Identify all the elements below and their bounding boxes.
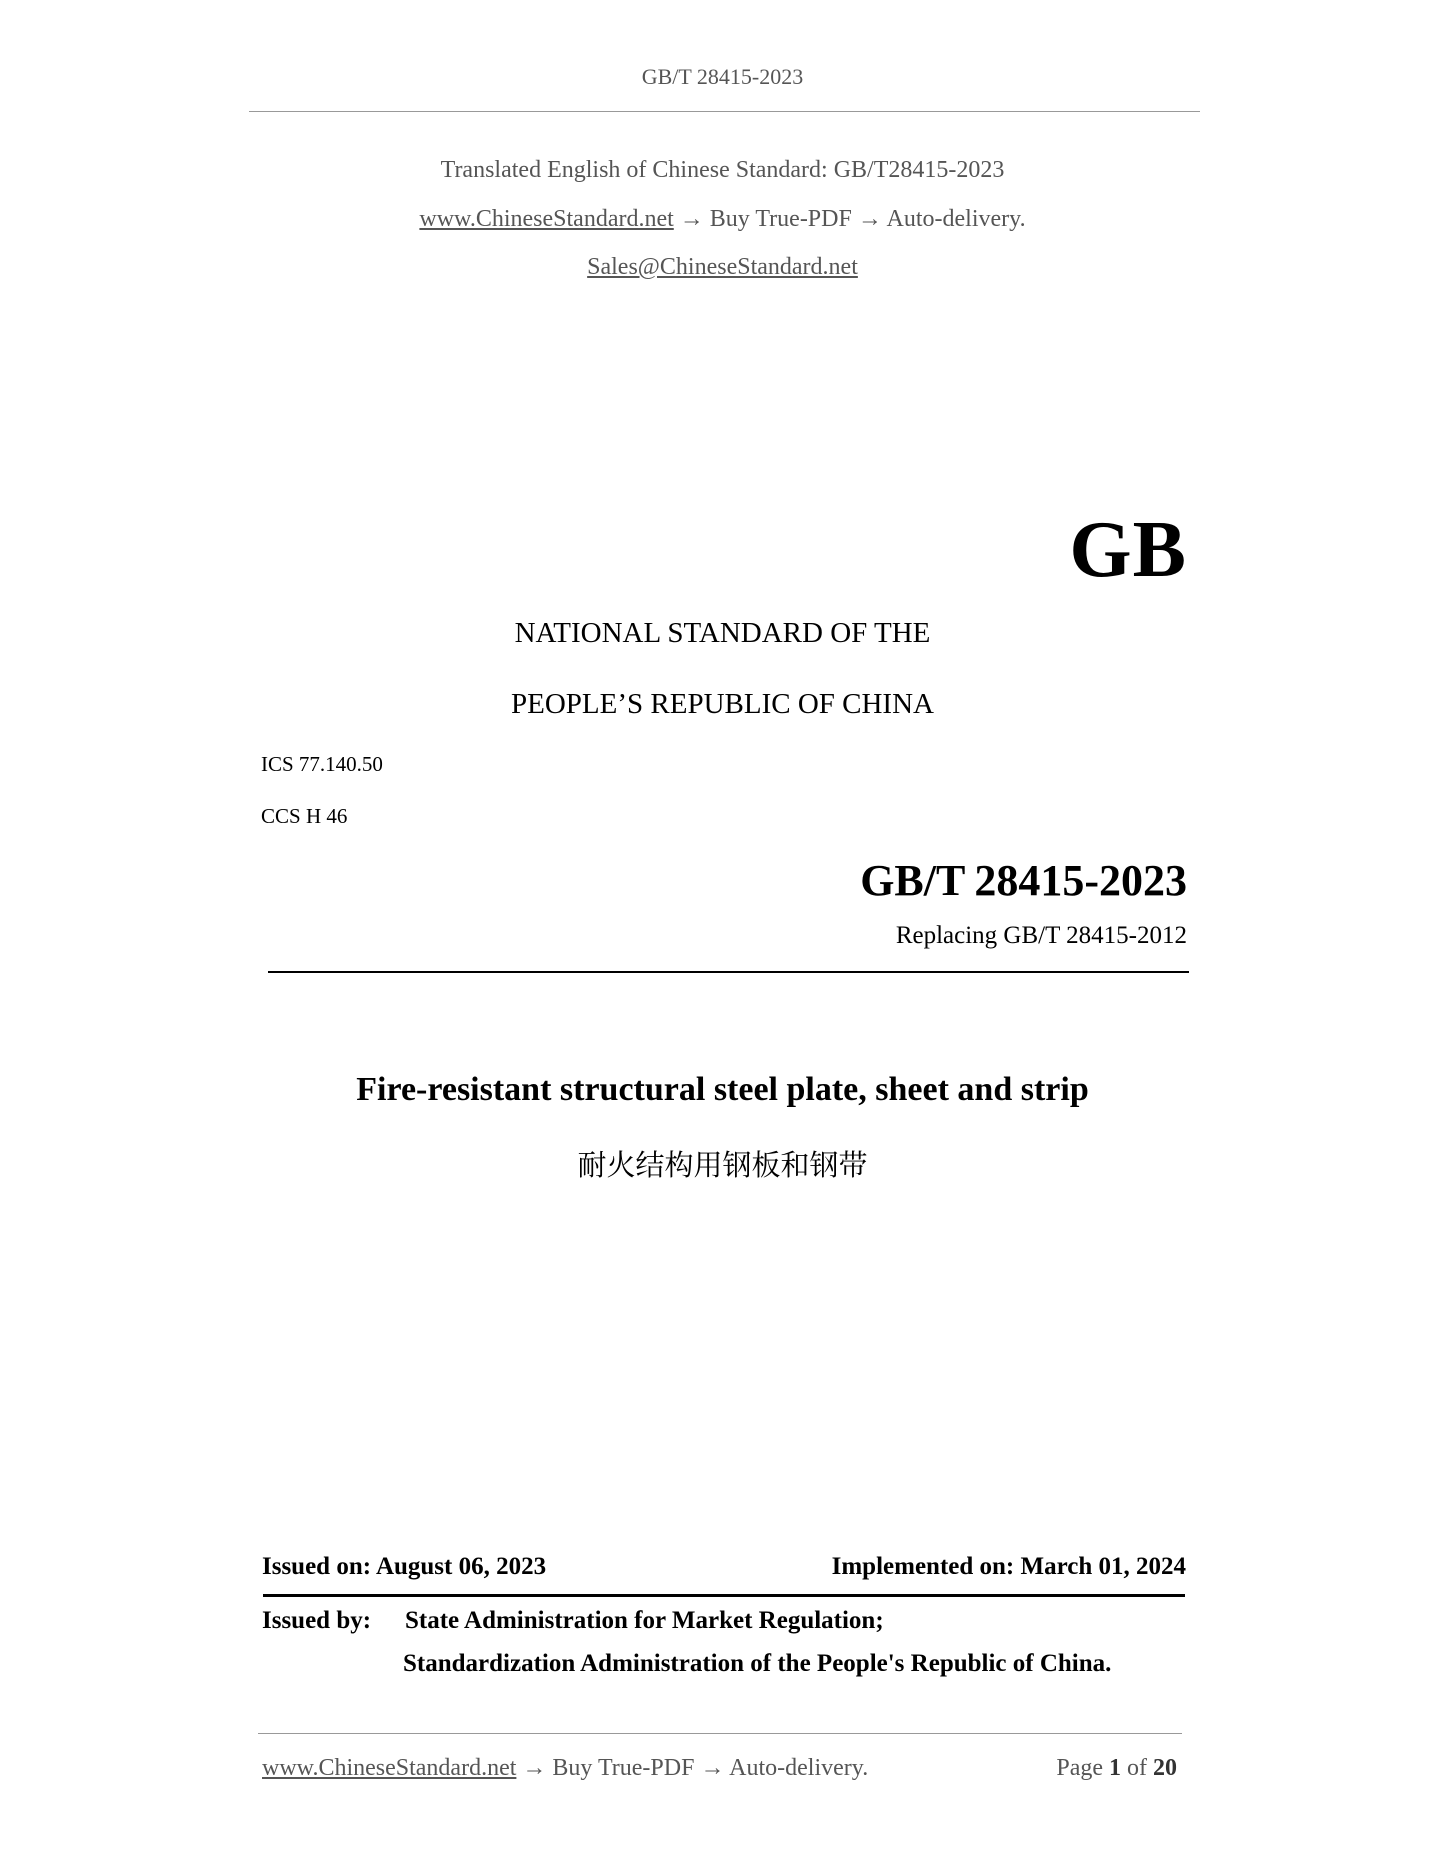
standard-number xyxy=(860,855,1187,906)
page-label: Page xyxy=(1056,1755,1103,1781)
promo-translated-line: Translated English of Chinese Standard: GB/T28415-2023 xyxy=(440,157,1005,183)
ccs-code: CCS H 46 xyxy=(261,804,348,828)
footer-divider xyxy=(258,1733,1182,1734)
promo-email-line xyxy=(0,254,1445,281)
arrow-right-icon: → xyxy=(679,206,704,232)
implemented-on-date: Implemented on: March 01, 2024 xyxy=(831,1553,1186,1580)
title-english: Fire-resistant structural steel plate, sheet and strip xyxy=(356,1071,1089,1108)
arrow-right-icon: → xyxy=(522,1755,547,1781)
arrow-right-icon: → xyxy=(857,206,882,232)
issue-divider xyxy=(263,1594,1185,1597)
page-total: 20 xyxy=(1153,1755,1177,1781)
promo-auto-text: Auto-delivery. xyxy=(886,206,1026,232)
standard-prefix: GB/T xyxy=(860,856,966,905)
page-current: 1 xyxy=(1109,1755,1121,1781)
running-header: GB/T 28415-2023 xyxy=(641,64,804,89)
promo-site-link[interactable]: www.ChineseStandard.net xyxy=(419,206,674,232)
issuer-samr: State Administration for Market Regulation; xyxy=(405,1607,884,1634)
standard-code: 28415-2023 xyxy=(974,856,1187,905)
footer-auto-text: Auto-delivery. xyxy=(729,1755,869,1781)
footer-site-link[interactable]: www.ChineseStandard.net xyxy=(262,1755,517,1781)
sales-email-link[interactable]: Sales@ChineseStandard.net xyxy=(587,254,858,280)
promo-buy-line xyxy=(0,206,1445,233)
page-indicator xyxy=(1056,1755,1177,1782)
replacing-line xyxy=(896,922,1187,950)
title-divider xyxy=(268,971,1189,973)
gb-mark: GB xyxy=(1069,506,1187,594)
promo-buy-text: Buy True-PDF xyxy=(709,206,852,232)
footer-buy-text: Buy True-PDF xyxy=(552,1755,695,1781)
footer-buy-line xyxy=(262,1755,868,1782)
national-standard-line1: NATIONAL STANDARD OF THE xyxy=(514,617,931,649)
replacing-prefix: GB/T xyxy=(1003,922,1060,949)
title-chinese: 耐火结构用钢板和钢带 xyxy=(577,1148,868,1182)
header-divider xyxy=(249,111,1200,112)
arrow-right-icon: → xyxy=(700,1755,725,1781)
ics-code: ICS 77.140.50 xyxy=(261,752,383,776)
replacing-code: 28415-2012 xyxy=(1066,922,1187,949)
issued-on-date: Issued on: August 06, 2023 xyxy=(262,1553,547,1580)
national-standard-line2: PEOPLE’S REPUBLIC OF CHINA xyxy=(511,688,934,720)
issuer-sac: Standardization Administration of the People's Republic of China. xyxy=(403,1650,1112,1677)
page-of: of xyxy=(1127,1755,1147,1781)
issued-by-label: Issued by: xyxy=(262,1607,372,1634)
replacing-label: Replacing xyxy=(895,922,998,949)
